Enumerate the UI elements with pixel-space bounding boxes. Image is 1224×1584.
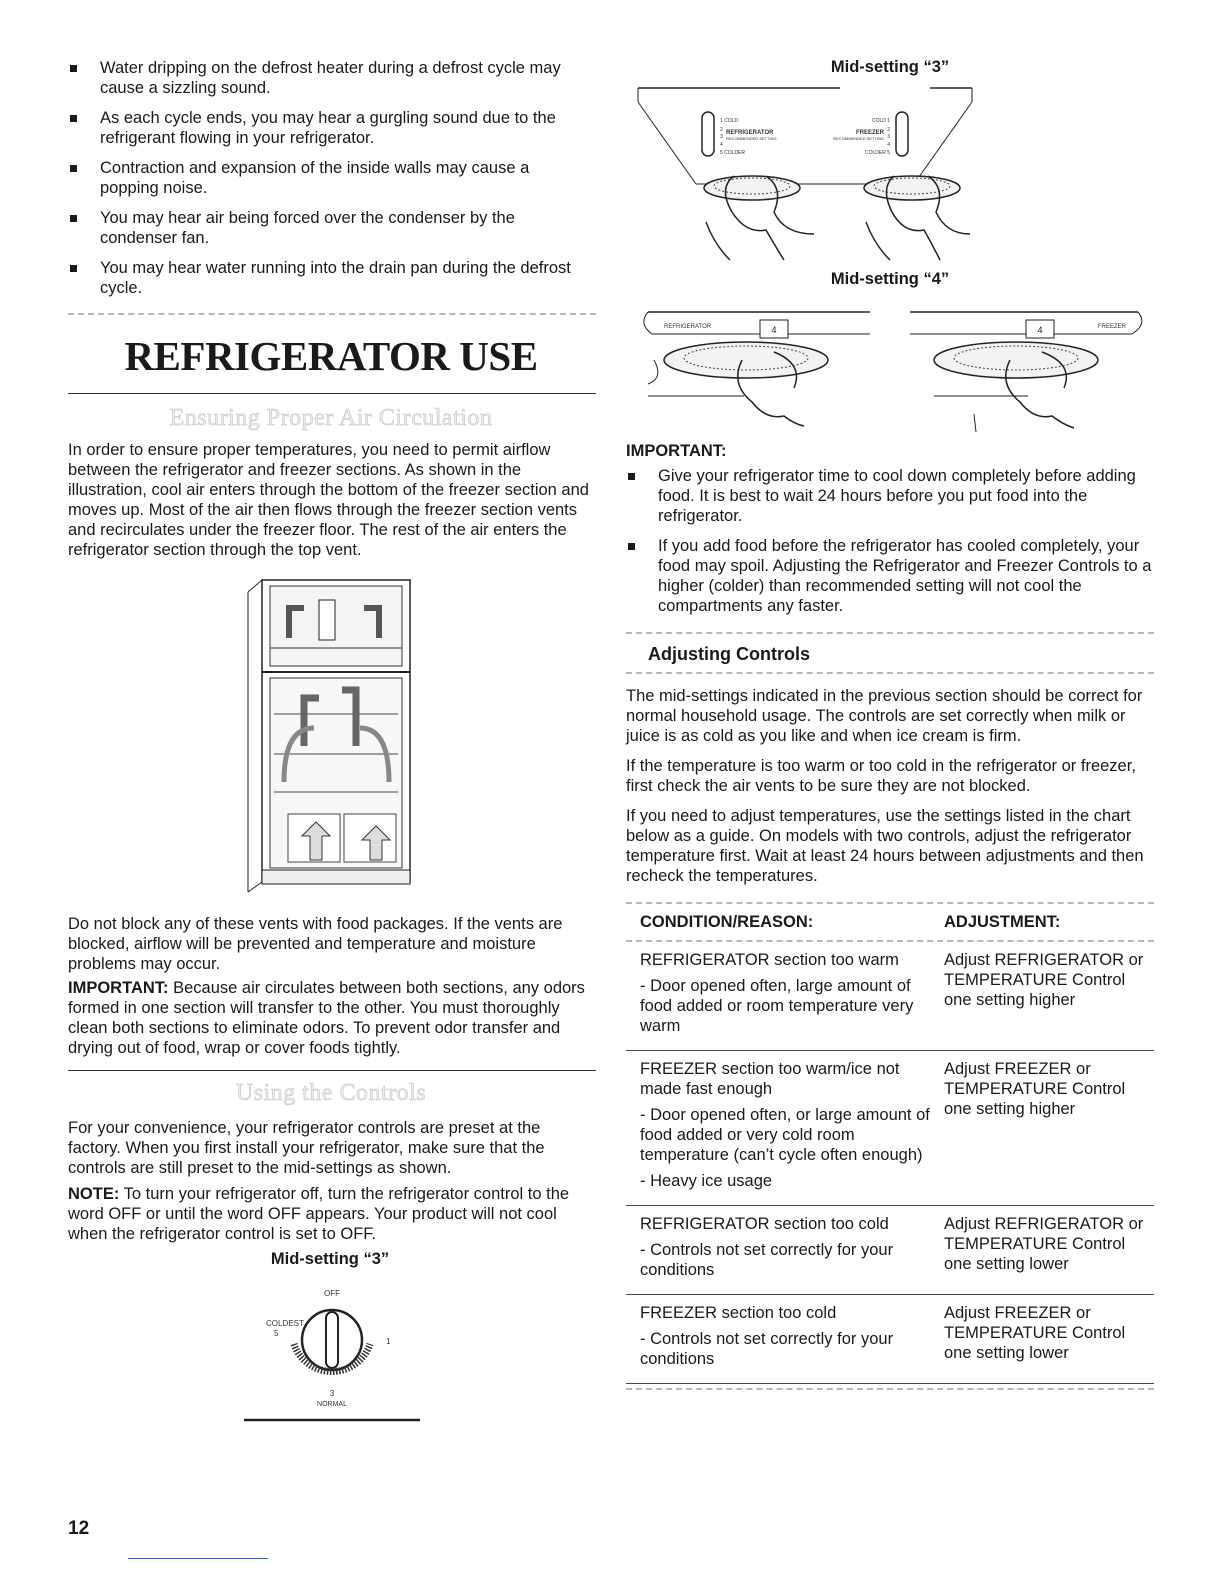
panel4-left-value: 4 (771, 325, 777, 335)
important-list (626, 466, 1152, 626)
divider (626, 902, 1154, 904)
mid-setting-4-caption: Mid-setting “4” (830, 270, 950, 288)
table-header-condition: CONDITION/REASON: (640, 913, 814, 931)
mid-setting-4-illustration (634, 304, 1144, 432)
dial-off-label: OFF (324, 1289, 340, 1298)
adjusting-paragraph: The mid-settings indicated in the previous section should be correct for normal household usage. The controls are set correctly when milk or juice is as cold as you like and when ice cream is firm. (626, 687, 1143, 745)
panel-left-line-1: REFRIGERATOR (726, 130, 774, 136)
table-cell-adjustment: Adjust REFRIGERATOR or TEMPERATURE Control one setting lower (944, 1215, 1144, 1273)
adjusting-text (626, 686, 1154, 896)
condition-text: REFRIGERATOR section too cold (640, 1215, 889, 1233)
panel-right-line-2: RECOMMENDED SETTING (833, 136, 884, 141)
note-text: To turn your refrigerator off, turn the refrigerator control to the word OFF or until the word OFF appears. Your product will not cool when the refrigerator control is set to OFF. (68, 1185, 570, 1243)
controls-note (68, 1184, 594, 1244)
list-item: If you add food before the refrigerator has cooled completely, your food may spoil. Adjusting the Refrigerator and Freezer Controls to a higher (colder) than recommended setting will not cool the compartments any faster. (626, 536, 1152, 616)
dial-five-label: 5 (274, 1329, 279, 1338)
panel-right-line-1: FREEZER (855, 130, 884, 136)
panel4-right-value: 4 (1037, 325, 1043, 335)
reason-text: - Controls not set correctly for your conditions (640, 1330, 894, 1368)
divider (626, 672, 1154, 674)
dial-caption: Mid-setting “3” (270, 1250, 390, 1268)
dial-coldest-label: COLDEST (266, 1319, 304, 1328)
controls-intro: For your convenience, your refrigerator controls are preset at the factory. When you first install your refrigerator, make sure that the controls are still preset to the mid-settings as shown. (68, 1119, 545, 1177)
reason-text: - Door opened often, large amount of food added or room temperature very warm (640, 977, 914, 1035)
footer-line (128, 1558, 268, 1559)
section-heading-air-circulation: Ensuring Proper Air Circulation (169, 405, 493, 431)
divider (68, 313, 596, 315)
list-item: Water dripping on the defrost heater during a defrost cycle may cause a sizzling sound. (68, 58, 588, 98)
note-label: NOTE: (68, 1185, 120, 1203)
table-row (626, 1295, 1154, 1384)
reason-text: - Controls not set correctly for your conditions (640, 1241, 894, 1279)
table-header (626, 912, 1154, 932)
panel-right-line-3: 4 (887, 142, 890, 148)
panel-left-line-4: 5 COLDER (720, 150, 746, 156)
panel-right-line-0: COLD 1 (871, 118, 890, 124)
panel-left-line-0: 1 COLD (720, 118, 739, 124)
panel-left-line-2: RECOMMENDED SETTING (726, 136, 777, 141)
list-item: Give your refrigerator time to cool down completely before adding food. It is best to wait 24 hours before you put food into the refrigerator. (626, 466, 1152, 526)
airflow-important (68, 978, 594, 1058)
table-cell-adjustment: Adjust REFRIGERATOR or TEMPERATURE Control one setting higher (944, 951, 1144, 1009)
divider (626, 632, 1154, 634)
table-cell-adjustment: Adjust FREEZER or TEMPERATURE Control one setting lower (944, 1304, 1126, 1362)
table-cell-condition (626, 1303, 944, 1375)
adjusting-paragraph: If the temperature is too warm or too cold in the refrigerator or freezer, first check the air vents to be sure they are not blocked. (626, 757, 1136, 795)
control-dial-illustration (244, 1284, 420, 1424)
table-row (626, 1051, 1154, 1206)
important-text: Because air circulates between both sections, any odors formed in one section will transfer to the other. You must thoroughly clean both sections to eliminate odors. To prevent odor transfer and drying out of food, wrap or cover foods tightly. (68, 979, 585, 1057)
panel4-left-label: REFRIGERATOR (664, 324, 712, 330)
table-cell-adjustment: Adjust FREEZER or TEMPERATURE Control one setting higher (944, 1060, 1126, 1118)
adjusting-paragraph: If you need to adjust temperatures, use the settings listed in the chart below as a guide. On models with two controls, adjust the refrigerator temperature first. Wait at least 24 hours between adjustments and then recheck the temperatures. (626, 807, 1144, 885)
table-row (626, 1206, 1154, 1295)
airflow-illustration (244, 578, 420, 896)
adjustment-table (626, 912, 1154, 1390)
table-cell-condition (626, 1059, 944, 1197)
list-item: You may hear water running into the drain pan during the defrost cycle. (68, 258, 588, 298)
mid-setting-3-illustration (634, 84, 976, 264)
page-title: REFRIGERATOR USE (124, 333, 538, 379)
list-item: As each cycle ends, you may hear a gurgling sound due to the refrigerant flowing in your refrigerator. (68, 108, 588, 148)
vent-warning: Do not block any of these vents with food packages. If the vents are blocked, airflow will be prevented and temperature and moisture problems may occur. (68, 915, 563, 973)
dial-three-label: 3 (329, 1389, 335, 1398)
panel-left-line-3: 4 (720, 142, 723, 148)
panel-right-digit-0: 2 (887, 127, 890, 133)
condition-text: FREEZER section too warm/ice not made fast enough (640, 1060, 900, 1098)
page-number: 12 (68, 1518, 90, 1539)
reason-text: - Door opened often, or large amount of food added or very cold room temperature (can’t cycle often enough) (640, 1106, 930, 1164)
divider (68, 1070, 596, 1071)
list-item: You may hear air being forced over the condenser by the condenser fan. (68, 208, 588, 248)
table-cell-condition (626, 950, 944, 1042)
divider (626, 1388, 1154, 1390)
panel-left-digit-1: 3 (720, 134, 723, 140)
dial-one-label: 1 (386, 1337, 391, 1346)
section-heading-using-controls: Using the Controls (235, 1080, 427, 1106)
panel4-right-label: FREEZER (1097, 324, 1126, 330)
important-label: IMPORTANT: (626, 442, 727, 460)
dial-normal-label: NORMAL (317, 1401, 347, 1408)
condition-text: FREEZER section too cold (640, 1304, 837, 1322)
noise-list (68, 58, 588, 308)
divider (68, 393, 596, 394)
panel-right-line-4: COLDER 5 (864, 150, 890, 156)
adjusting-controls-heading: Adjusting Controls (648, 644, 810, 664)
condition-text: REFRIGERATOR section too warm (640, 951, 899, 969)
panel-left-digit-0: 2 (720, 127, 723, 133)
important-label: IMPORTANT: (68, 979, 169, 997)
table-row (626, 942, 1154, 1051)
panel-right-digit-1: 3 (887, 134, 890, 140)
table-cell-condition (626, 1214, 944, 1286)
airflow-intro: In order to ensure proper temperatures, you need to permit airflow between the refrigerator and freezer sections. As shown in the illustration, cool air enters through the bottom of the freezer section and moves up. Most of the air then flows through the freezer section vents and recirculates under the freezer floor. The rest of the air enters the refrigerator section through the top vent. (68, 441, 589, 559)
list-item: Contraction and expansion of the inside walls may cause a popping noise. (68, 158, 588, 198)
reason-text: - Heavy ice usage (640, 1172, 773, 1190)
table-header-adjustment: ADJUSTMENT: (944, 913, 1061, 931)
mid-setting-3-caption: Mid-setting “3” (830, 58, 950, 76)
